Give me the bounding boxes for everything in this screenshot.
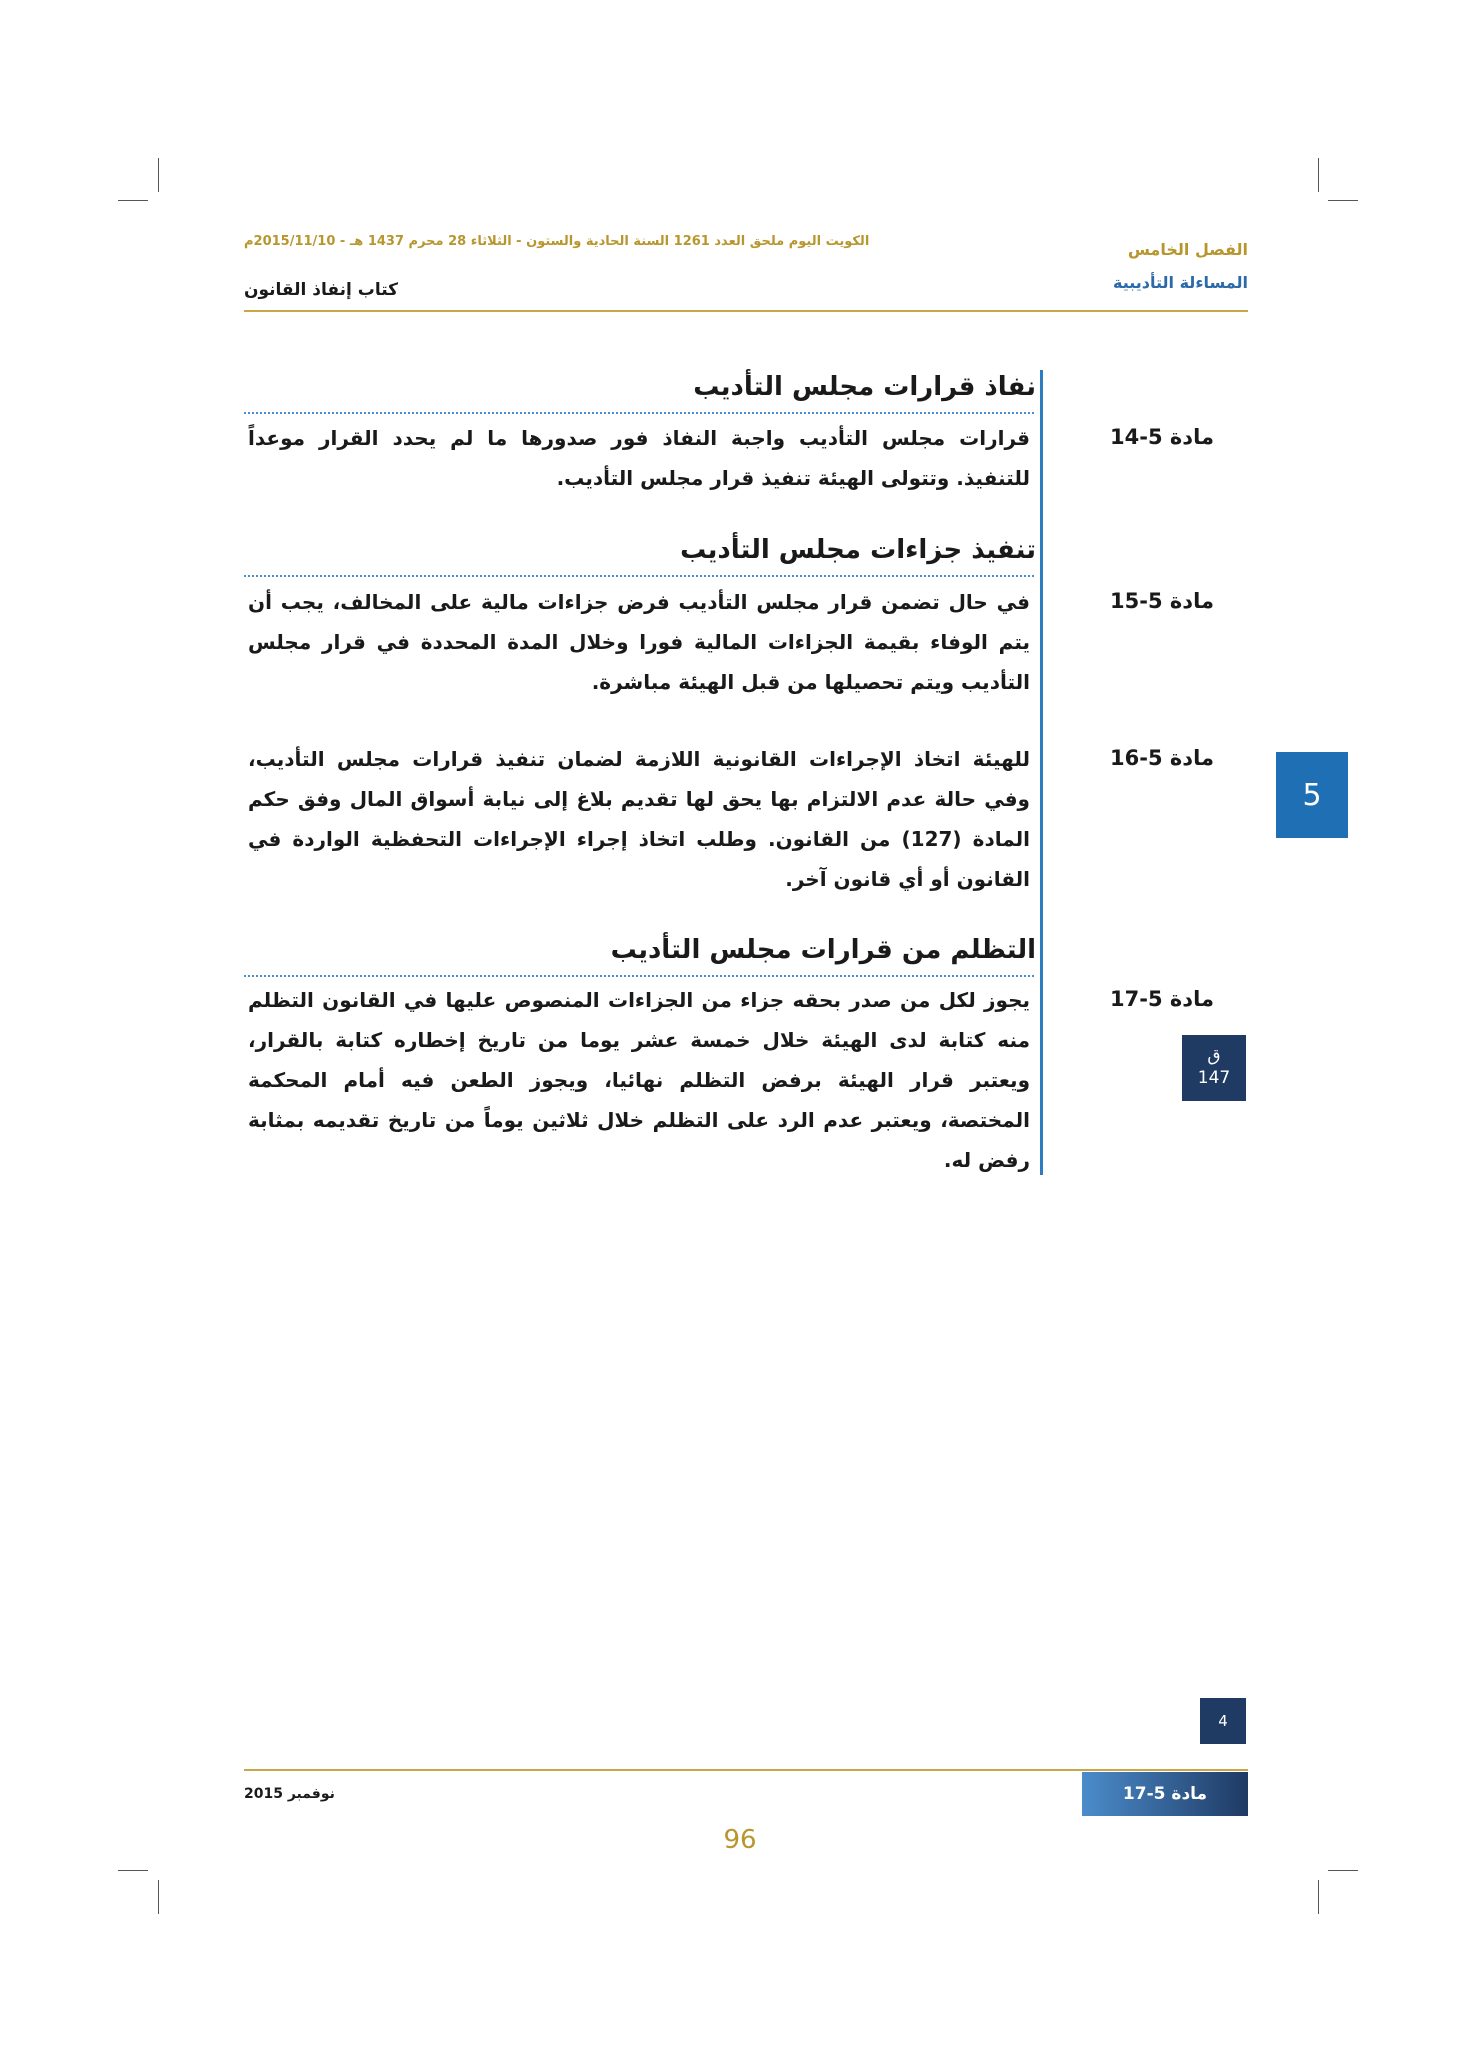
- page-number: 96: [723, 1825, 757, 1855]
- article-number: مادة 5-15: [1110, 589, 1214, 613]
- law-reference-letter: ق: [1207, 1046, 1221, 1066]
- article-text: في حال تضمن قرار مجلس التأديب فرض جزاءات مالية على المخالف، يجب أن يتم الوفاء بقيمة الجزاءات المالية فورا وخلال المدة المحددة في قرار مجلس التأديب ويتم تحصيلها من قبل الهيئة مباشرة.: [248, 590, 1030, 694]
- dotted-separator: [244, 412, 1034, 414]
- crop-mark: [1318, 158, 1319, 192]
- crop-mark: [1328, 200, 1358, 201]
- article-number: مادة 5-14: [1110, 425, 1214, 449]
- article-title: نفاذ قرارات مجلس التأديب: [693, 372, 1036, 402]
- article-text: يجوز لكل من صدر بحقه جزاء من الجزاءات المنصوص عليها في القانون التظلم منه كتابة لدى الهيئة خلال خمسة عشر يوما من تاريخ إخطاره كتابة بالقرار، ويعتبر قرار الهيئة برفض التظلم نهائيا، ويجوز الطعن فيه أمام المحكمة المختصة، ويعتبر عدم الرد على التظلم خلال ثلاثين يوماً من تاريخ تقديمه بمثابة رفض له.: [248, 988, 1030, 1172]
- chapter-title: الفصل الخامس: [1127, 240, 1248, 259]
- law-reference-number: 147: [1197, 1068, 1231, 1088]
- article-number: مادة 5-17: [1110, 987, 1214, 1011]
- crop-mark: [1318, 1880, 1319, 1914]
- article-text: للهيئة اتخاذ الإجراءات القانونية اللازمة لضمان تنفيذ قرارات مجلس التأديب، وفي حالة عدم الالتزام بها يحق لها تقديم بلاغ إلى نيابة أسواق المال وفق حكم المادة (127) من القانون. وطلب اتخاذ إجراء الإجراءات التحفظية الواردة في القانون أو أي قانون آخر.: [248, 747, 1031, 891]
- crop-mark: [1328, 1870, 1358, 1871]
- crop-mark: [158, 1880, 159, 1914]
- dotted-separator: [244, 575, 1034, 577]
- article-text: قرارات مجلس التأديب واجبة النفاذ فور صدورها ما لم يحدد القرار موعداً للتنفيذ. وتتولى الهيئة تنفيذ قرار مجلس التأديب.: [248, 426, 1030, 490]
- issue-line: الكويت اليوم ملحق العدد 1261 السنة الحادية والستون - الثلاثاء 28 محرم 1437 هـ - 2015/11/10م: [244, 234, 870, 249]
- article-title: تنفيذ جزاءات مجلس التأديب: [680, 535, 1036, 565]
- crop-mark: [118, 1870, 148, 1871]
- chapter-tab[interactable]: 5: [1276, 752, 1348, 838]
- article-divider-line: [1040, 370, 1043, 1175]
- article-number: مادة 5-16: [1110, 746, 1214, 770]
- header-rule: [244, 310, 1248, 312]
- footer-date: نوفمبر 2015: [244, 1786, 335, 1802]
- section-title: المساءلة التأديبية: [1113, 273, 1248, 292]
- crop-mark: [118, 200, 148, 201]
- footer-rule: [244, 1769, 1248, 1771]
- page-badge: 4: [1200, 1698, 1246, 1744]
- crop-mark: [158, 158, 159, 192]
- law-reference-badge: [1182, 1035, 1246, 1101]
- book-title: كتاب إنفاذ القانون: [244, 280, 399, 300]
- footer-article-bar: مادة 5-17: [1082, 1772, 1248, 1816]
- dotted-separator: [244, 975, 1034, 977]
- article-title: التظلم من قرارات مجلس التأديب: [610, 935, 1036, 965]
